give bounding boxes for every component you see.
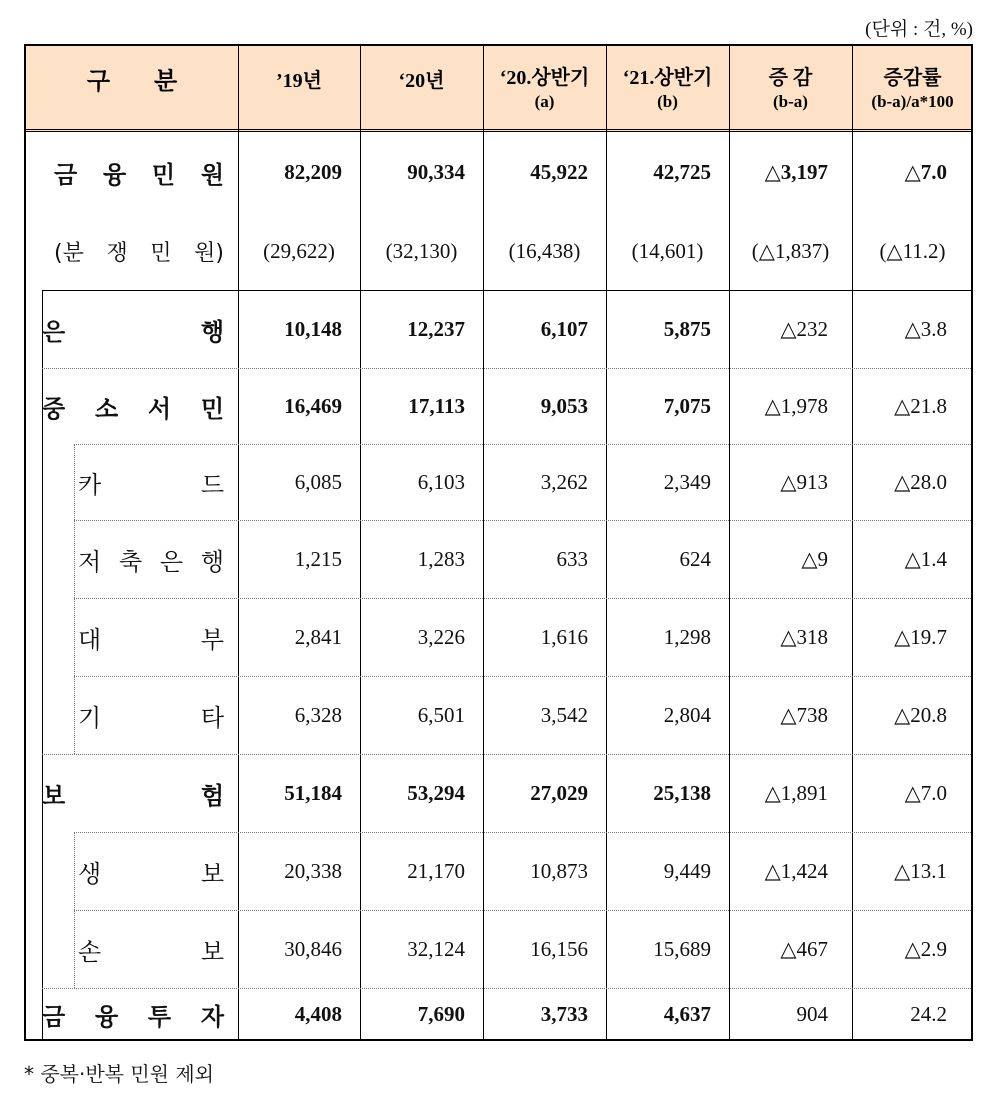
row-label-char: 융 xyxy=(94,1003,119,1031)
table-cell: 82,209 xyxy=(284,159,342,184)
table-cell: 6,085 xyxy=(294,469,342,494)
table-cell: 3,733 xyxy=(540,1002,588,1026)
table-cell: △13.1 xyxy=(894,858,947,883)
table-cell: △318 xyxy=(780,624,828,649)
table-cell: 20,338 xyxy=(284,858,342,883)
row-label-char: 험 xyxy=(200,781,224,810)
row-label-char: 행 xyxy=(200,317,224,346)
row-label xyxy=(78,910,224,988)
table-cell: △20.8 xyxy=(894,702,947,727)
header-col2-label: ‘20년 xyxy=(398,69,445,92)
complaints-table xyxy=(24,44,973,1041)
row-label xyxy=(54,212,224,290)
table-cell: △3,197 xyxy=(764,160,828,184)
table-cell: 1,298 xyxy=(663,624,711,649)
table-cell: 90,334 xyxy=(407,159,465,184)
row-label-char: 민 xyxy=(200,394,224,423)
table-cell: △7.0 xyxy=(904,160,947,184)
row-label-char: 생 xyxy=(78,859,102,888)
table-cell: 51,184 xyxy=(284,780,342,805)
row-label-char: 민 xyxy=(151,160,176,189)
table-cell: 3,226 xyxy=(417,624,465,649)
table-cell: 904 xyxy=(796,1002,828,1026)
table-cell: 45,922 xyxy=(530,159,588,184)
row-label-char: 쟁 xyxy=(106,240,128,266)
row-label-char: 원) xyxy=(194,240,224,266)
table-cell: 1,616 xyxy=(540,624,588,649)
row-label xyxy=(54,132,224,212)
table-cell: △913 xyxy=(780,469,828,494)
unit-note: (단위 : 건, %) xyxy=(865,19,973,40)
table-cell: 624 xyxy=(679,546,711,571)
row-label-char: 보 xyxy=(200,937,224,966)
table-cell: △19.7 xyxy=(894,624,947,649)
row-label-char: 서 xyxy=(147,394,172,423)
row-label-char: 투 xyxy=(147,1003,172,1031)
table-cell: (29,622) xyxy=(263,238,335,263)
table-cell: (16,438) xyxy=(508,238,581,263)
row-label-char: (분 xyxy=(54,240,84,266)
table-cell: △21.8 xyxy=(894,393,947,418)
header-col2 xyxy=(360,46,483,116)
header-category-char: 구 xyxy=(86,67,110,95)
table-cell: 27,029 xyxy=(530,780,588,805)
table-cell: △232 xyxy=(780,316,828,341)
table-cell: 9,053 xyxy=(540,393,588,418)
row-label-char: 원 xyxy=(200,160,224,189)
table-cell: △9 xyxy=(801,546,828,571)
row-label-char: 기 xyxy=(78,703,102,732)
table-cell: 3,542 xyxy=(540,702,588,727)
table-cell: △467 xyxy=(780,936,828,961)
row-label xyxy=(78,444,224,520)
header-col1 xyxy=(238,46,360,116)
table-cell: 1,283 xyxy=(417,546,465,571)
row-label-char: 저 xyxy=(78,547,102,576)
table-cell: △1,978 xyxy=(764,393,828,418)
table-cell: 2,349 xyxy=(663,469,711,494)
row-label xyxy=(78,676,224,754)
row-label-char: 부 xyxy=(200,625,224,654)
table-cell: 25,138 xyxy=(653,780,711,805)
row-label-char: 은 xyxy=(42,317,66,346)
table-cell: △738 xyxy=(780,702,828,727)
table-cell: 4,408 xyxy=(294,1002,342,1026)
table-cell: △2.9 xyxy=(904,936,947,961)
table-cell: (14,601) xyxy=(631,238,704,263)
subgroup-indent-line xyxy=(74,444,75,754)
table-cell: 21,170 xyxy=(407,858,465,883)
row-label-char: 손 xyxy=(78,937,102,966)
header-col3-label: ‘20.상반기 xyxy=(499,66,590,89)
row-label-char: 보 xyxy=(42,781,66,810)
table-cell: 10,148 xyxy=(284,316,342,341)
row-label xyxy=(78,520,224,598)
header-category xyxy=(26,46,238,116)
table-cell: (△11.2) xyxy=(879,238,946,263)
table-cell: 24.2 xyxy=(910,1002,947,1026)
row-label xyxy=(78,598,224,676)
table-cell: △28.0 xyxy=(894,469,947,494)
header-col1-label: ’19년 xyxy=(276,69,322,92)
table-cell: 3,262 xyxy=(540,469,588,494)
table-cell: 16,156 xyxy=(530,936,588,961)
header-col6-label: 증감률 xyxy=(883,66,942,89)
row-label-char: 금 xyxy=(54,160,78,189)
table-cell: (△1,837) xyxy=(751,238,830,263)
footnote: * 중복·반복 민원 제외 xyxy=(24,1062,214,1086)
header-col6-sub: (b-a)/a*100 xyxy=(871,91,954,111)
table-cell: 633 xyxy=(556,546,588,571)
table-cell: 12,237 xyxy=(407,316,465,341)
table-cell: △1.4 xyxy=(904,546,947,571)
row-label xyxy=(42,988,224,1041)
table-cell: 1,215 xyxy=(294,546,342,571)
row-label-char: 금 xyxy=(42,1003,66,1031)
table-cell: 7,075 xyxy=(663,393,711,418)
header-col4 xyxy=(606,46,729,132)
table-cell: 6,501 xyxy=(417,702,465,727)
table-cell: 2,841 xyxy=(294,624,342,649)
table-cell: △1,424 xyxy=(764,858,828,883)
table-cell: △7.0 xyxy=(904,780,947,805)
table-cell: 17,113 xyxy=(408,393,465,418)
table-cell: 9,449 xyxy=(663,858,711,883)
row-label-char: 대 xyxy=(78,625,102,654)
header-col5-label: 증 감 xyxy=(768,66,813,89)
row-label-char: 드 xyxy=(200,470,224,499)
row-label xyxy=(42,368,224,444)
row-label xyxy=(78,832,224,910)
row-label xyxy=(42,290,224,368)
header-col4-label: ‘21.상반기 xyxy=(622,66,713,89)
header-col6 xyxy=(852,46,973,132)
header-col3-sub: (a) xyxy=(534,91,555,111)
table-cell: 5,875 xyxy=(663,316,711,341)
table-cell: 32,124 xyxy=(407,936,465,961)
table-cell: △3.8 xyxy=(904,316,947,341)
row-label-char: 카 xyxy=(78,470,102,499)
table-cell: 16,469 xyxy=(284,393,342,418)
table-cell: 4,637 xyxy=(663,1002,711,1026)
table-cell: 10,873 xyxy=(530,858,588,883)
row-label-char: 축 xyxy=(118,547,143,576)
row-label-char: 중 xyxy=(42,394,66,423)
header-col5-sub: (b-a) xyxy=(773,91,808,111)
table-cell: 15,689 xyxy=(653,936,711,961)
table-cell: (32,130) xyxy=(385,238,458,263)
row-label-char: 융 xyxy=(102,160,127,189)
row-label xyxy=(42,754,224,832)
header-col3 xyxy=(483,46,606,132)
table-cell: 30,846 xyxy=(284,936,342,961)
row-label-char: 소 xyxy=(94,394,119,423)
table-cell: 2,804 xyxy=(663,702,711,727)
table-cell: 53,294 xyxy=(407,780,465,805)
row-label-char: 행 xyxy=(200,547,224,576)
table-cell: 7,690 xyxy=(417,1002,465,1026)
header-col5 xyxy=(729,46,852,132)
table-cell: △1,891 xyxy=(764,780,828,805)
row-label-char: 타 xyxy=(200,703,224,732)
table-cell: 6,328 xyxy=(294,702,342,727)
header-category-char: 분 xyxy=(154,67,178,95)
row-label-char: 민 xyxy=(150,240,172,266)
header-col4-sub: (b) xyxy=(657,91,678,111)
table-cell: 6,103 xyxy=(417,469,465,494)
row-label-char: 은 xyxy=(159,547,184,576)
row-label-char: 보 xyxy=(200,859,224,888)
row-label-char: 자 xyxy=(200,1003,224,1031)
table-cell: 42,725 xyxy=(653,159,711,184)
table-cell: 6,107 xyxy=(540,316,588,341)
